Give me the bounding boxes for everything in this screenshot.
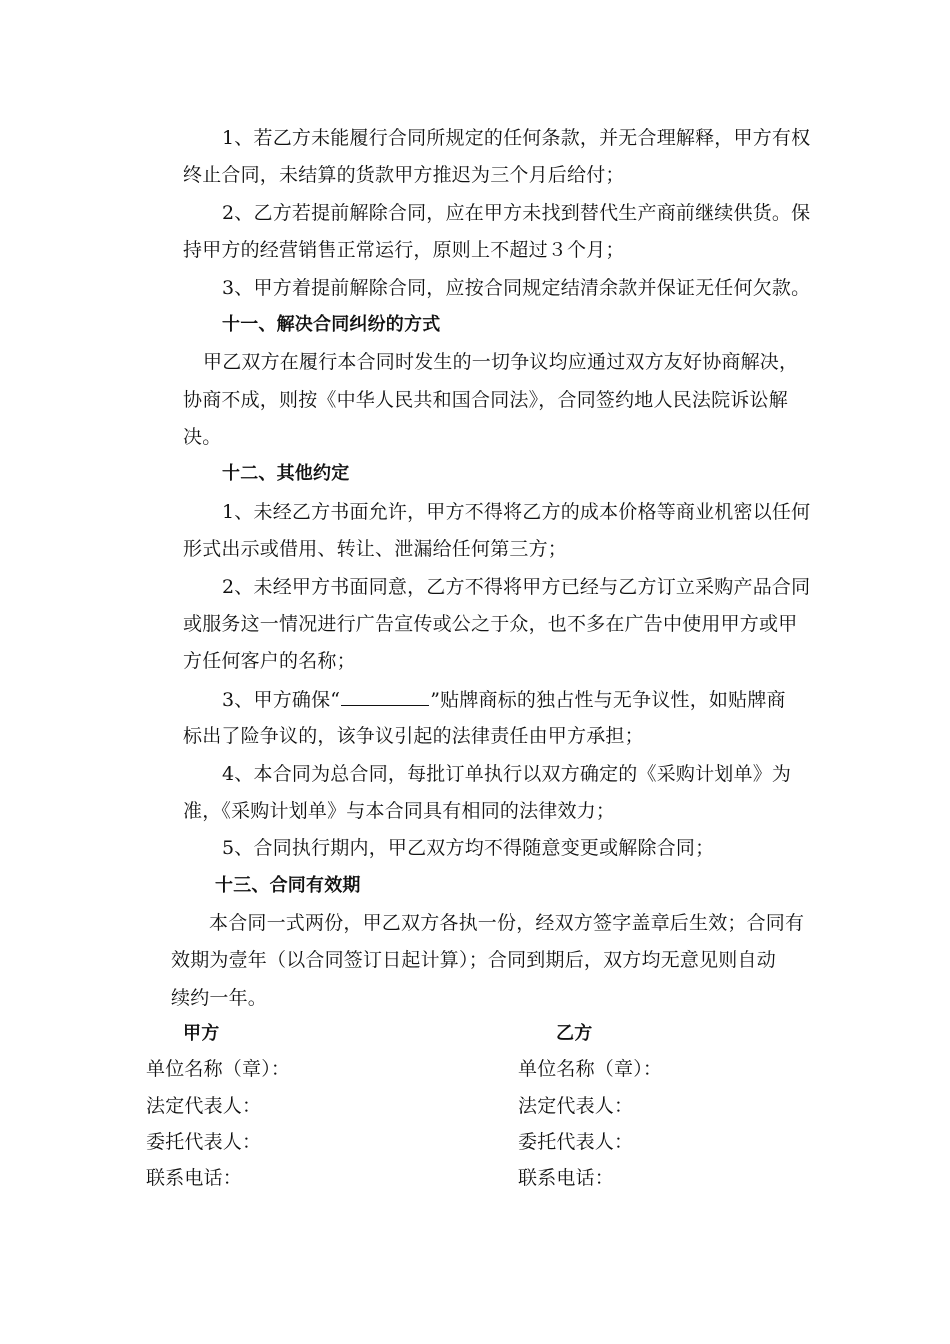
party-a-legal-rep: 法定代表人：: [146, 1095, 262, 1117]
sec12-item3-suffix: ”贴牌商标的独占性与无争议性，如贴牌商: [430, 689, 786, 711]
sec11-line3: 决。: [183, 426, 222, 448]
party-b-legal-rep: 法定代表人：: [518, 1095, 634, 1117]
party-a-unit: 单位名称（章）：: [146, 1058, 291, 1080]
sec10-item3-line1: 3、甲方着提前解除合同，应按合同规定结清余款并保证无任何欠款。: [222, 277, 811, 299]
sec10-item1-line2: 终止合同，未结算的货款甲方推迟为三个月后给付；: [183, 164, 625, 186]
sec12-item1-line2: 形式出示或借用、转让、泄漏给任何第三方；: [183, 538, 568, 560]
party-b-phone: 联系电话：: [518, 1167, 615, 1189]
party-a-title: 甲方: [183, 1023, 220, 1044]
sec10-item2-line1: 2、乙方若提前解除合同，应在甲方未找到替代生产商前继续供货。保: [222, 202, 811, 224]
sec12-item2-line2: 或服务这一情况进行广告宣传或公之于众，也不多在广告中使用甲方或甲: [183, 613, 798, 635]
sec11-heading: 十一、解决合同纠纷的方式: [222, 314, 441, 335]
sec13-line3: 续约一年。: [171, 987, 268, 1009]
sec13-heading: 十三、合同有效期: [215, 875, 361, 896]
sec12-heading: 十二、其他约定: [222, 463, 350, 484]
sec11-line2: 协商不成，则按《中华人民共和国合同法》，合同签约地人民法院诉讼解: [183, 389, 788, 411]
sec12-item2-line1: 2、未经甲方书面同意，乙方不得将甲方已经与乙方订立采购产品合同: [222, 576, 811, 598]
sec10-item2-line2: 持甲方的经营销售正常运行，原则上不超过３个月；: [183, 239, 625, 261]
sec10-item1-line1: 1、若乙方未能履行合同所规定的任何条款，并无合理解释，甲方有权: [222, 127, 811, 149]
party-b-title: 乙方: [556, 1023, 593, 1044]
sec13-line1: 本合同一式两份，甲乙双方各执一份，经双方签字盖章后生效；合同有: [209, 912, 805, 934]
sec11-line1: 甲乙双方在履行本合同时发生的一切争议均应通过双方友好协商解决，: [203, 351, 799, 373]
party-b-agent: 委托代表人：: [518, 1131, 634, 1153]
sec12-item2-line3: 方任何客户的名称；: [183, 650, 356, 672]
trademark-blank: [341, 687, 429, 706]
sec13-line2: 效期为壹年（以合同签订日起计算）；合同到期后，双方均无意见则自动: [171, 949, 776, 971]
sec12-item4-line2: 准，《采购计划单》与本合同具有相同的法律效力；: [183, 800, 616, 822]
sec12-item4-line1: 4、本合同为总合同，每批订单执行以双方确定的《采购计划单》为: [222, 763, 792, 785]
party-a-phone: 联系电话：: [146, 1167, 243, 1189]
party-a-agent: 委托代表人：: [146, 1131, 262, 1153]
party-b-unit: 单位名称（章）：: [518, 1058, 663, 1080]
sec12-item1-line1: 1、未经乙方书面允许，甲方不得将乙方的成本价格等商业机密以任何: [222, 501, 811, 523]
sec12-item3-line2: 标出了险争议的，该争议引起的法律责任由甲方承担；: [183, 725, 644, 747]
sec12-item3-line1: [222, 687, 786, 712]
sec12-item3-prefix: 3、甲方确保“: [222, 689, 341, 711]
sec12-item5-line1: 5、合同执行期内，甲乙双方均不得随意变更或解除合同；: [222, 837, 715, 859]
